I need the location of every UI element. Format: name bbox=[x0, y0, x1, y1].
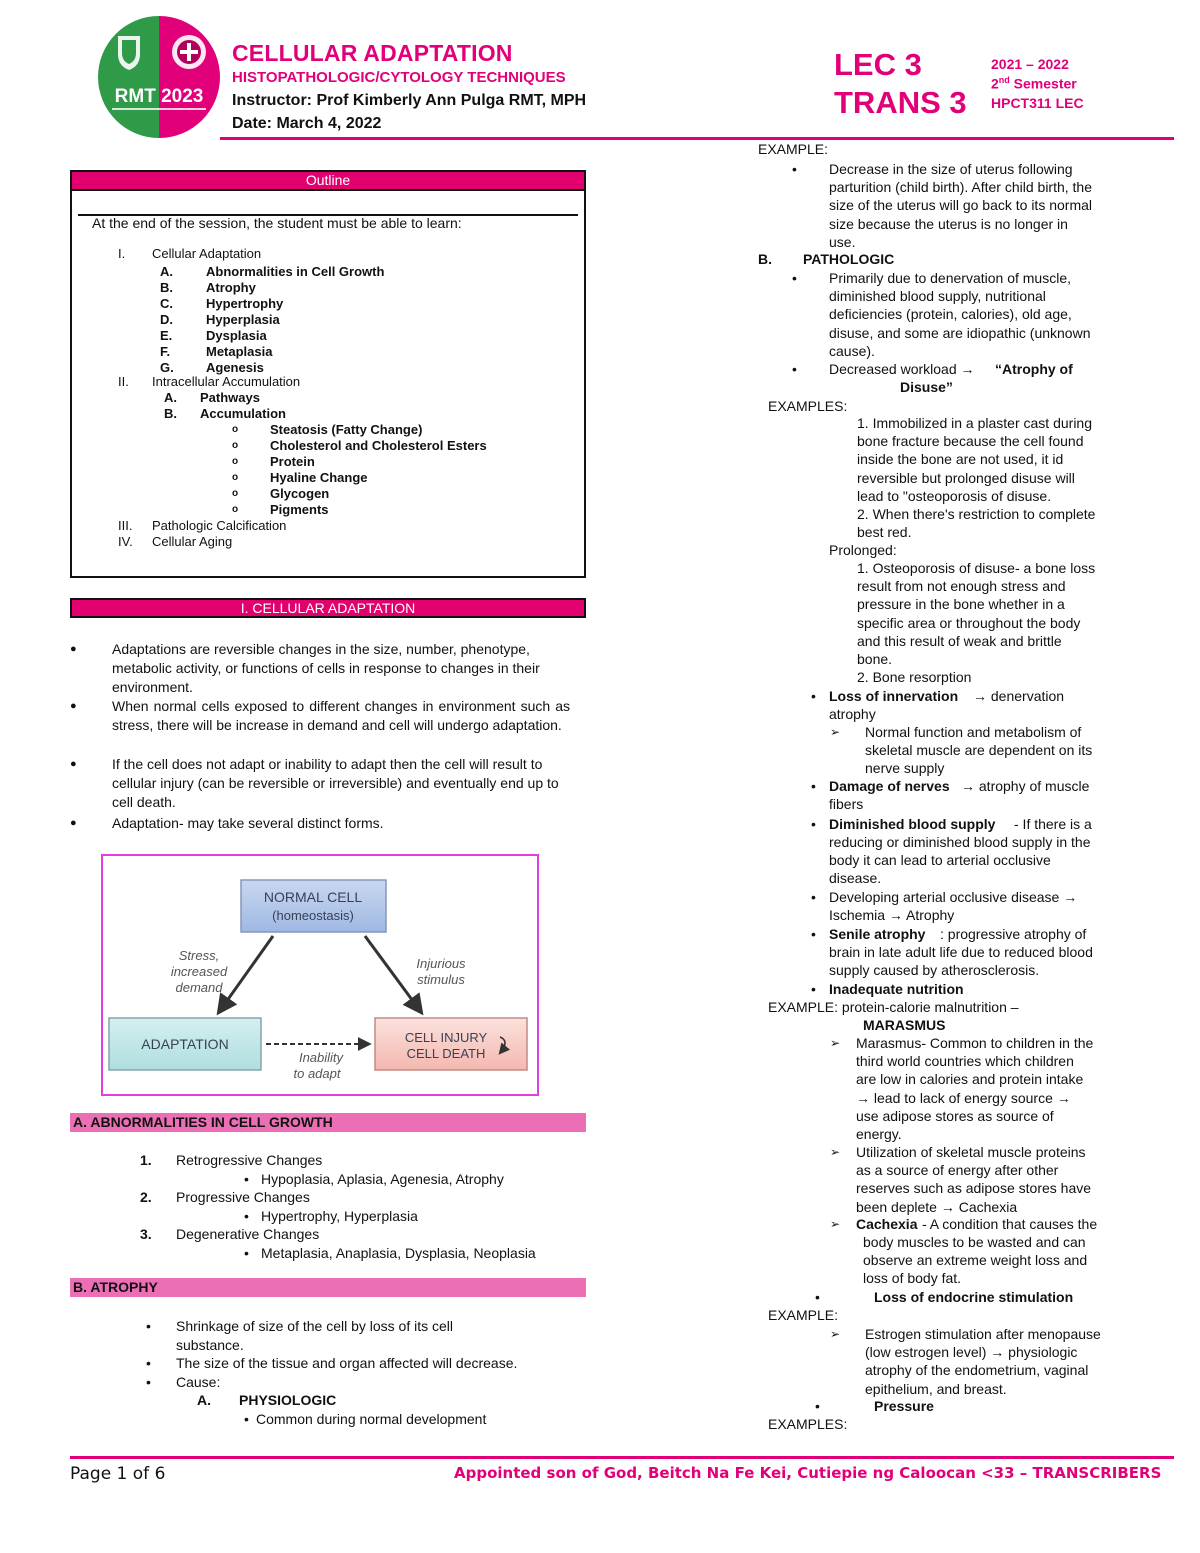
bullet-icon: • bbox=[792, 270, 797, 286]
example-label: EXAMPLE: bbox=[758, 141, 829, 157]
outline-marker: II. bbox=[118, 374, 129, 389]
outline-marker: I. bbox=[118, 246, 126, 261]
utilization-note: as a source of energy after other bbox=[856, 1162, 1059, 1179]
outline-item: Hypertrophy bbox=[206, 296, 284, 311]
arrow-bullet-icon: ➢ bbox=[830, 1145, 841, 1159]
pressure-heading: Pressure bbox=[874, 1398, 934, 1414]
marasmus-note: use adipose stores as source of bbox=[856, 1107, 1054, 1124]
prolonged-example-1: 1. Osteoporosis of disuse- a bone loss bbox=[857, 560, 1096, 576]
innervation-note: nerve supply bbox=[865, 760, 945, 777]
arrow-bullet-icon: ➢ bbox=[830, 1327, 841, 1341]
bullet-icon: ● bbox=[70, 700, 77, 712]
pathologic-cause: diminished blood supply, nutritional bbox=[829, 288, 1046, 305]
prolonged-example-1: result from not enough stress and bbox=[857, 578, 1066, 595]
atrophy-definition-line2: substance. bbox=[176, 1337, 244, 1353]
pathologic-cause: cause). bbox=[829, 342, 875, 359]
utilization-note: Utilization of skeletal muscle proteins bbox=[856, 1144, 1086, 1160]
outline-item: Abnormalities in Cell Growth bbox=[206, 264, 385, 279]
blood-text-rest: body it can lead to arterial occlusive bbox=[829, 852, 1051, 869]
outline-box bbox=[70, 170, 586, 578]
outline-item: Cholesterol and Cholesterol Esters bbox=[270, 438, 487, 453]
bullet-icon: • bbox=[244, 1411, 249, 1427]
damage-of-nerves: Damage of nerves bbox=[829, 778, 950, 794]
bullet-icon: • bbox=[815, 1398, 820, 1414]
bullet-icon: ● bbox=[70, 758, 77, 770]
bullet-icon: • bbox=[815, 1289, 820, 1305]
blood-text-rest: reducing or diminished blood supply in the bbox=[829, 834, 1091, 850]
outline-intro: At the end of the session, the student must be able to learn: bbox=[92, 215, 462, 231]
outline-item: Cellular Aging bbox=[152, 534, 233, 549]
section-atrophy-heading: B. ATROPHY bbox=[70, 1278, 586, 1297]
disuse-example-1: reversible but prolonged disuse will bbox=[857, 469, 1075, 486]
prolonged-example-1: specific area or throughout the body bbox=[857, 614, 1081, 631]
outline-marker: IV. bbox=[118, 534, 133, 549]
disuse-example-2: 2. When there's restriction to complete bbox=[857, 506, 1096, 522]
inability-label-1: Inability bbox=[298, 1050, 344, 1065]
adaptation-bullet bbox=[70, 640, 570, 697]
arrow-bullet-icon: ➢ bbox=[830, 1036, 841, 1050]
bullet-icon: • bbox=[146, 1355, 151, 1371]
pcm-example: EXAMPLE: protein-calorie malnutrition – bbox=[768, 999, 1019, 1015]
marasmus-note: Marasmus- Common to children in the bbox=[856, 1035, 1094, 1051]
arterial-disease: Ischemia → Atrophy bbox=[829, 907, 955, 924]
senile-atrophy: Senile atrophy bbox=[829, 926, 926, 942]
bullet-icon: • bbox=[146, 1318, 151, 1334]
outline-marker: III. bbox=[118, 518, 133, 533]
adaptation-diagram bbox=[101, 854, 539, 1096]
marasmus-note: third world countries which children bbox=[856, 1053, 1074, 1070]
transcribers-credit: Appointed son of God, Beitch Na Fe Kei, Cutiepie ng Caloocan <33 – TRANSCRIBERS bbox=[454, 1464, 1162, 1482]
course-subtitle: HISTOPATHOLOGIC/CYTOLOGY TECHNIQUES bbox=[232, 69, 566, 86]
outline-marker: A. bbox=[164, 390, 177, 405]
stress-label-2: increased bbox=[170, 964, 228, 979]
bullet-icon: • bbox=[146, 1374, 151, 1390]
outline-item: Metaplasia bbox=[206, 344, 273, 359]
examples-label-2: EXAMPLES: bbox=[768, 1416, 848, 1432]
examples-label: EXAMPLES: bbox=[768, 398, 848, 414]
bullet-icon: • bbox=[811, 816, 816, 832]
outline-item: Dysplasia bbox=[206, 328, 267, 343]
arrow-bullet-icon: ➢ bbox=[830, 1217, 841, 1231]
bullet-icon: ● bbox=[70, 643, 77, 655]
outline-marker: E. bbox=[160, 328, 173, 343]
outline-marker: D. bbox=[160, 312, 173, 327]
adaptation-box-label: ADAPTATION bbox=[141, 1036, 229, 1052]
uterus-example: Decrease in the size of uterus following bbox=[829, 161, 1073, 177]
outline-item: Agenesis bbox=[206, 360, 264, 375]
footer-divider bbox=[70, 1456, 1174, 1459]
bullet-icon: • bbox=[811, 889, 816, 905]
uterus-example: use. bbox=[829, 233, 856, 250]
arrow-bullet-icon: ➢ bbox=[830, 725, 841, 739]
diminished-blood-supply: Diminished blood supply bbox=[829, 816, 996, 832]
school-year: 2021 – 2022 bbox=[991, 56, 1069, 72]
bullet-icon: • bbox=[811, 926, 816, 942]
estrogen-example: (low estrogen level) → physiologic bbox=[865, 1344, 1078, 1361]
disuse-example-1: 1. Immobilized in a plaster cast during bbox=[857, 415, 1092, 431]
senile-text-rest: brain in late adult life due to reduced blood bbox=[829, 944, 1093, 960]
estrogen-example: Estrogen stimulation after menopause bbox=[865, 1326, 1101, 1342]
bullet-icon: • bbox=[811, 981, 816, 997]
course-code: HPCT311 LEC bbox=[991, 95, 1084, 111]
outline-marker: o bbox=[232, 456, 239, 467]
injurious-arrow bbox=[365, 936, 421, 1012]
utilization-note: reserves such as adipose stores have bbox=[856, 1180, 1092, 1197]
physiologic-note: Common during normal development bbox=[256, 1411, 487, 1427]
disuse-example-1: bone fracture because the cell found bbox=[857, 433, 1084, 450]
adaptation-bullet-text: Adaptation- may take several distinct forms. bbox=[112, 815, 384, 831]
outline-item: Intracellular Accumulation bbox=[152, 374, 301, 389]
bullet-icon: • bbox=[244, 1208, 249, 1224]
injurious-label-2: stimulus bbox=[417, 972, 465, 987]
bullet-icon: • bbox=[244, 1245, 249, 1261]
abnormality-number: 2. bbox=[140, 1189, 152, 1205]
disuse-example-1: inside the bone are not used, it id bbox=[857, 451, 1064, 468]
atrophy-definition-line1: Shrinkage of size of the cell by loss of its cell bbox=[176, 1318, 454, 1334]
cachexia-text: - A condition that causes the bbox=[922, 1216, 1098, 1232]
cachexia-text-rest: observe an extreme weight loss and bbox=[863, 1252, 1088, 1269]
disuse-example-2: best red. bbox=[857, 524, 912, 541]
outline-heading: Outline bbox=[72, 172, 584, 191]
atrophy-of-disuse: “Atrophy of bbox=[995, 361, 1073, 377]
estrogen-example: epithelium, and breast. bbox=[865, 1380, 1007, 1397]
document-title: CELLULAR ADAPTATION bbox=[232, 40, 513, 66]
marasmus-note: → lead to lack of energy source → bbox=[856, 1089, 1071, 1106]
outline-item: Glycogen bbox=[270, 486, 330, 501]
outline-marker: o bbox=[232, 472, 239, 483]
arterial-disease: Developing arterial occlusive disease → bbox=[829, 889, 1078, 905]
pathologic-heading: PATHOLOGIC bbox=[803, 251, 895, 267]
abnormality-number: 1. bbox=[140, 1152, 152, 1168]
bullet-icon: • bbox=[792, 161, 797, 177]
estrogen-example: atrophy of the endometrium, vaginal bbox=[865, 1362, 1089, 1379]
bullet-icon: • bbox=[811, 688, 816, 704]
rmt-2023-logo bbox=[98, 16, 220, 138]
blood-text-rest: disease. bbox=[829, 870, 882, 887]
outline-marker: G. bbox=[160, 360, 174, 375]
outline-item: Pathologic Calcification bbox=[152, 518, 287, 533]
logo-text: RMT 2023 bbox=[114, 86, 204, 107]
trans-number: TRANS 3 bbox=[834, 85, 967, 120]
marasmus-heading: MARASMUS bbox=[863, 1017, 946, 1033]
abnormality-title: Degenerative Changes bbox=[176, 1226, 320, 1242]
outline-item: Accumulation bbox=[200, 406, 286, 421]
section-cellular-adaptation-heading: I. CELLULAR ADAPTATION bbox=[70, 598, 586, 618]
nerves-text-2: fibers bbox=[829, 796, 864, 812]
header-divider bbox=[220, 137, 1174, 140]
outline-item: Protein bbox=[270, 454, 315, 469]
uterus-example: size because the uterus is no longer in bbox=[829, 215, 1068, 232]
workload-text: Decreased workload → bbox=[829, 361, 975, 377]
cell-death-label: CELL DEATH bbox=[406, 1046, 486, 1061]
outline-item: Steatosis (Fatty Change) bbox=[270, 422, 423, 437]
utilization-note: been deplete → Cachexia bbox=[856, 1198, 1018, 1215]
page-number: Page 1 of 6 bbox=[70, 1464, 166, 1484]
nerves-text: → atrophy of muscle bbox=[961, 778, 1090, 794]
outline-marker: o bbox=[232, 424, 239, 435]
adaptation-bullet bbox=[70, 755, 570, 812]
adaptation-bullet-text: Adaptations are reversible changes in the size, number, phenotype, metabolic activity, or functions of cells in response to changes in their environment. bbox=[112, 641, 540, 695]
semester: 2nd Semester bbox=[991, 75, 1077, 92]
homeostasis-label: (homeostasis) bbox=[272, 908, 354, 923]
outline-item: Pathways bbox=[200, 390, 260, 405]
pathologic-marker: B. bbox=[758, 251, 772, 267]
outline-marker: B. bbox=[164, 406, 177, 421]
outline-item: Hyperplasia bbox=[206, 312, 280, 327]
physiologic-heading: PHYSIOLOGIC bbox=[239, 1392, 337, 1408]
prolonged-example-1: bone. bbox=[857, 651, 893, 667]
marasmus-note: energy. bbox=[856, 1126, 902, 1142]
abnormality-number: 3. bbox=[140, 1226, 152, 1242]
outline-item: Pigments bbox=[270, 502, 329, 517]
prolonged-label: Prolonged: bbox=[829, 542, 897, 558]
adaptation-bullet-text: When normal cells exposed to different changes in environment such as stress, there will be increase in demand and cell will undergo adaptation. bbox=[112, 698, 570, 733]
normal-cell-box bbox=[241, 880, 386, 932]
pathologic-cause: deficiencies (protein, calories), old age, bbox=[829, 306, 1072, 323]
cell-injury-label: CELL INJURY bbox=[404, 1030, 488, 1045]
normal-cell-label: NORMAL CELL bbox=[263, 889, 363, 905]
pathologic-cause: disuse, and some are idiopathic (unknown bbox=[829, 324, 1091, 341]
abnormality-examples: Hypertrophy, Hyperplasia bbox=[261, 1208, 418, 1224]
outline-marker: A. bbox=[160, 264, 173, 279]
outline-marker: o bbox=[232, 504, 239, 515]
abnormality-title: Retrogressive Changes bbox=[176, 1152, 323, 1168]
inability-label-2: to adapt bbox=[293, 1066, 341, 1081]
denervation-text-2: atrophy bbox=[829, 706, 876, 722]
atrophy-cause-label: Cause: bbox=[176, 1374, 221, 1390]
date-line: Date: March 4, 2022 bbox=[232, 115, 382, 132]
adaptation-diagram-svg bbox=[103, 856, 537, 1094]
outline-marker: B. bbox=[160, 280, 173, 295]
example-label-2: EXAMPLE: bbox=[768, 1307, 839, 1323]
pathologic-cause: Primarily due to denervation of muscle, bbox=[829, 270, 1071, 286]
disuse-example-1: lead to "osteoporosis of disuse. bbox=[857, 487, 1052, 504]
uterus-example: size of the uterus will go back to its normal bbox=[829, 197, 1093, 214]
adaptation-bullet bbox=[70, 814, 570, 833]
abnormality-examples: Metaplasia, Anaplasia, Dysplasia, Neoplasia bbox=[261, 1245, 536, 1261]
prolonged-example-1: and this result of weak and brittle bbox=[857, 632, 1062, 649]
abnormality-examples: Hypoplasia, Aplasia, Agenesia, Atrophy bbox=[261, 1171, 504, 1187]
cachexia-text-rest: body muscles to be wasted and can bbox=[863, 1234, 1086, 1250]
outline-item: Cellular Adaptation bbox=[152, 246, 262, 261]
bullet-icon: • bbox=[792, 361, 797, 377]
bullet-icon: • bbox=[244, 1171, 249, 1187]
loss-of-endocrine-stimulation: Loss of endocrine stimulation bbox=[874, 1289, 1074, 1305]
abnormality-title: Progressive Changes bbox=[176, 1189, 310, 1205]
instructor-line: Instructor: Prof Kimberly Ann Pulga RMT, MPH bbox=[232, 92, 587, 109]
senile-text: : progressive atrophy of bbox=[940, 926, 1087, 942]
atrophy-size-note: The size of the tissue and organ affected will decrease. bbox=[176, 1355, 518, 1371]
adaptation-bullet-text: If the cell does not adapt or inability to adapt then the cell will result to cellular injury (can be reversible or irreversible) and eventually end up to cell death. bbox=[112, 756, 559, 810]
outline-marker: o bbox=[232, 440, 239, 451]
bullet-icon: ● bbox=[70, 817, 77, 829]
senile-text-rest: supply caused by atherosclerosis. bbox=[829, 962, 1040, 979]
outline-item: Atrophy bbox=[206, 280, 256, 295]
prolonged-example-2: 2. Bone resorption bbox=[857, 669, 972, 685]
outline-item: Hyaline Change bbox=[270, 470, 368, 485]
atrophy-of-disuse-end: Disuse” bbox=[900, 379, 953, 395]
cachexia-term: Cachexia bbox=[856, 1216, 918, 1232]
stress-label-1: Stress, bbox=[178, 948, 220, 963]
physiologic-marker: A. bbox=[197, 1392, 211, 1408]
inadequate-nutrition: Inadequate nutrition bbox=[829, 981, 964, 997]
outline-marker: F. bbox=[160, 344, 171, 359]
bullet-icon: • bbox=[811, 778, 816, 794]
outline-marker: o bbox=[232, 488, 239, 499]
lecture-number: LEC 3 bbox=[834, 47, 922, 82]
innervation-note: Normal function and metabolism of bbox=[865, 724, 1082, 740]
injurious-label-1: Injurious bbox=[416, 956, 466, 971]
section-abnormalities-heading: A. ABNORMALITIES IN CELL GROWTH bbox=[70, 1113, 586, 1132]
uterus-example: parturition (child birth). After child birth, the bbox=[829, 179, 1093, 196]
prolonged-example-1: pressure in the bone whether in a bbox=[857, 596, 1065, 613]
stress-label-3: demand bbox=[175, 980, 223, 995]
blood-text: - If there is a bbox=[1014, 816, 1092, 832]
marasmus-note: are low in calories and protein intake bbox=[856, 1071, 1084, 1088]
loss-of-innervation: Loss of innervation bbox=[829, 688, 959, 704]
adaptation-bullet bbox=[70, 697, 570, 735]
outline-marker: C. bbox=[160, 296, 173, 311]
innervation-note: skeletal muscle are dependent on its bbox=[865, 742, 1093, 759]
cachexia-text-rest: loss of body fat. bbox=[863, 1270, 962, 1287]
denervation-text: → denervation bbox=[973, 688, 1065, 704]
